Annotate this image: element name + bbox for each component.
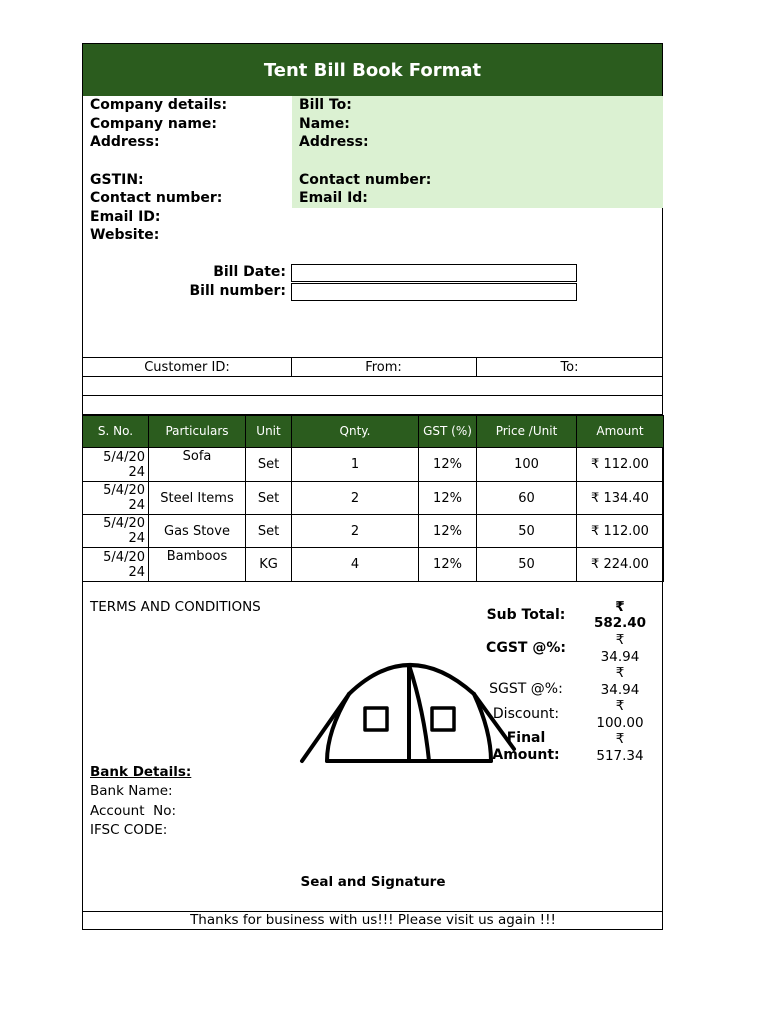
items-table	[82, 415, 664, 582]
cell-gst: 12%	[419, 548, 477, 582]
bill-date-label: Bill Date:	[213, 264, 286, 280]
bill-to-contact-label: Contact number:	[299, 172, 432, 188]
discount-label: Discount:	[492, 706, 560, 722]
cell-unit: Set	[246, 482, 292, 515]
gstin-label: GSTIN:	[90, 172, 144, 188]
cell-gst: 12%	[419, 482, 477, 515]
company-website-label: Website:	[90, 227, 160, 243]
bill-to-address-label: Address:	[299, 134, 369, 150]
invoice-title: Tent Bill Book Format	[83, 44, 662, 96]
col-header-amount: Amount	[577, 416, 664, 448]
cell-gst: 12%	[419, 448, 477, 482]
col-header-price: Price /Unit	[477, 416, 577, 448]
final-amount-label-1: Final	[506, 730, 546, 746]
col-header-particulars: Particulars	[149, 416, 246, 448]
bill-to-email-label: Email Id:	[299, 190, 368, 206]
cell-sno: 5/4/20 24	[83, 515, 149, 548]
company-email-label: Email ID:	[90, 209, 161, 225]
cell-qty: 2	[292, 482, 419, 515]
sgst-value: 34.94	[600, 682, 640, 698]
cell-price: 100	[477, 448, 577, 482]
table-row	[83, 448, 664, 482]
footer-message: Thanks for business with us!!! Please visit us again !!!	[190, 912, 556, 928]
divider	[83, 357, 662, 358]
company-details-label: Company details:	[90, 97, 228, 113]
terms-heading: TERMS AND CONDITIONS	[90, 599, 261, 615]
cell-sno: 5/4/20 24	[83, 548, 149, 582]
cgst-value: 34.94	[600, 649, 640, 665]
cell-particulars: Gas Stove	[149, 515, 246, 548]
cell-gst: 12%	[419, 515, 477, 548]
cell-sno: 5/4/20 24	[83, 448, 149, 482]
bank-details-heading: Bank Details:	[90, 764, 192, 780]
cell-amount: ₹ 134.40	[577, 482, 664, 515]
seal-signature-label: Seal and Signature	[300, 874, 446, 890]
col-header-gst: GST (%)	[419, 416, 477, 448]
cell-unit: Set	[246, 448, 292, 482]
bill-number-label: Bill number:	[189, 283, 286, 299]
company-address-label: Address:	[90, 134, 160, 150]
cgst-label: CGST @%:	[486, 640, 566, 656]
bill-date-field[interactable]	[291, 264, 577, 282]
company-name-label: Company name:	[90, 116, 218, 132]
table-row	[83, 482, 664, 515]
subtotal-symbol: ₹	[615, 599, 625, 615]
ifsc-code-label: IFSC CODE:	[90, 822, 168, 838]
cell-price: 50	[477, 515, 577, 548]
customer-id-label: Customer ID:	[144, 360, 230, 375]
cell-qty: 4	[292, 548, 419, 582]
table-row	[83, 515, 664, 548]
cell-particulars: Sofa	[149, 448, 246, 482]
cell-sno: 5/4/20 24	[83, 482, 149, 515]
sgst-label: SGST @%:	[489, 681, 563, 697]
account-number-label: Account No:	[90, 803, 176, 819]
cell-qty: 2	[292, 515, 419, 548]
table-header-row	[83, 416, 664, 448]
final-amount-label-2: Amount:	[492, 747, 560, 763]
from-label: From:	[365, 360, 402, 375]
cell-price: 60	[477, 482, 577, 515]
final-amount-symbol: ₹	[615, 731, 625, 747]
to-label: To:	[560, 360, 579, 375]
bank-name-label: Bank Name:	[90, 783, 173, 799]
cell-amount: ₹ 112.00	[577, 448, 664, 482]
cell-price: 50	[477, 548, 577, 582]
company-contact-label: Contact number:	[90, 190, 223, 206]
cell-amount: ₹ 224.00	[577, 548, 664, 582]
cell-particulars: Bamboos	[149, 548, 246, 582]
discount-value: 100.00	[596, 715, 644, 731]
cell-amount: ₹ 112.00	[577, 515, 664, 548]
table-row	[83, 548, 664, 582]
bill-number-field[interactable]	[291, 283, 577, 301]
discount-symbol: ₹	[615, 698, 625, 714]
subtotal-label: Sub Total:	[486, 607, 566, 623]
cell-unit: Set	[246, 515, 292, 548]
divider	[83, 395, 662, 396]
cgst-symbol: ₹	[615, 632, 625, 648]
invoice-sheet	[82, 43, 663, 930]
sgst-symbol: ₹	[615, 665, 625, 681]
col-header-unit: Unit	[246, 416, 292, 448]
col-header-sno: S. No.	[83, 416, 149, 448]
col-header-qty: Qnty.	[292, 416, 419, 448]
bill-to-name-label: Name:	[299, 116, 350, 132]
cell-particulars: Steel Items	[149, 482, 246, 515]
cell-qty: 1	[292, 448, 419, 482]
final-amount-value: 517.34	[596, 748, 644, 764]
cell-unit: KG	[246, 548, 292, 582]
subtotal-value: 582.40	[593, 615, 647, 631]
bill-to-label: Bill To:	[299, 97, 352, 113]
